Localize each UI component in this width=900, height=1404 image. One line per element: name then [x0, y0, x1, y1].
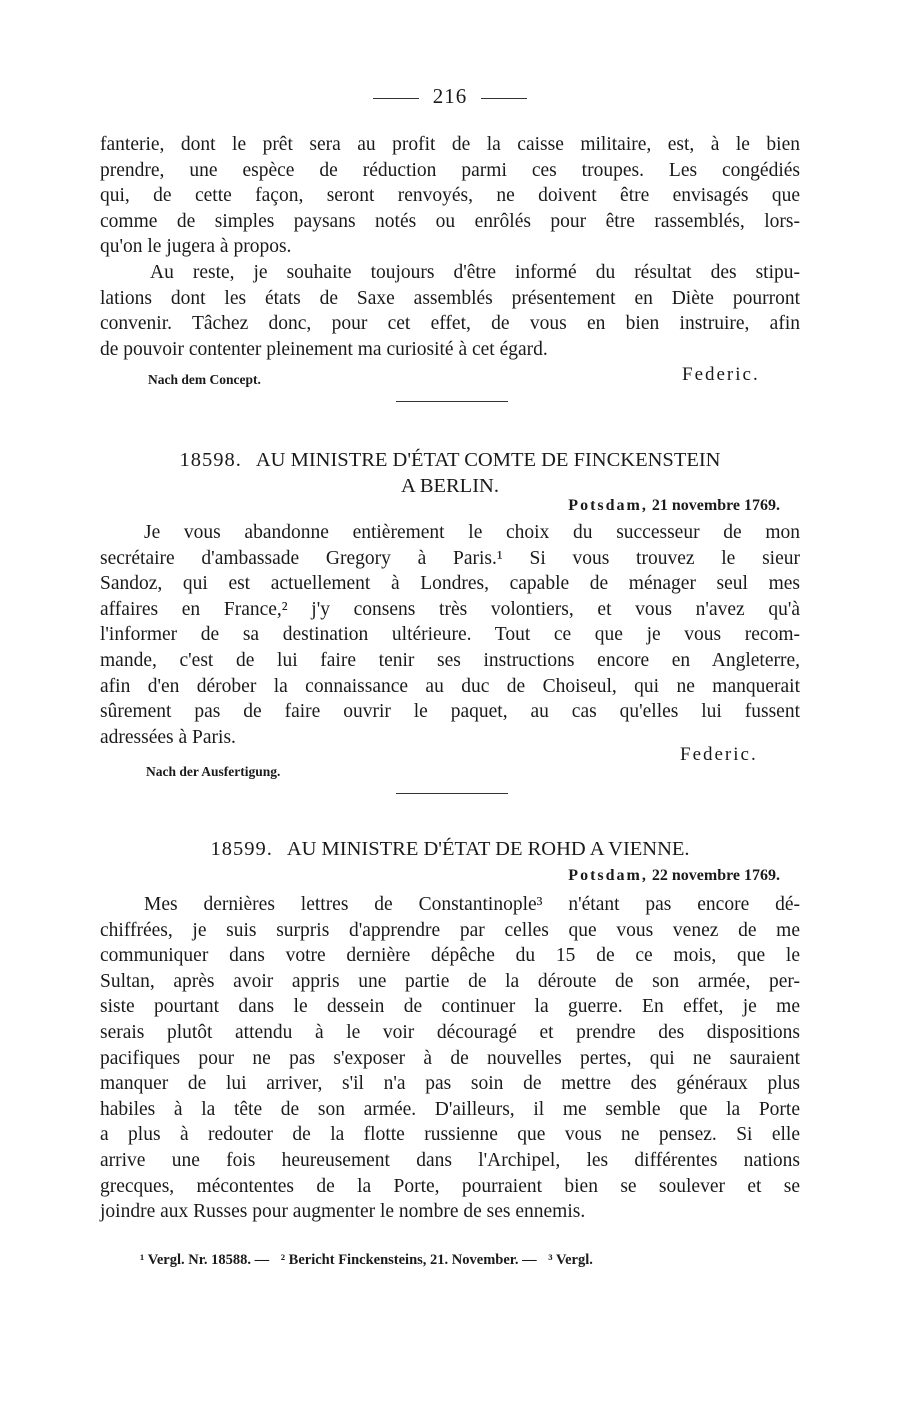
footnotes: [140, 1252, 800, 1269]
paragraph-1: [100, 132, 800, 260]
page-header: [100, 84, 800, 109]
letter-body-18598: [100, 520, 800, 750]
text-line: affaires en France,² j'y consens très volontiers, et vous n'avez qu'à: [100, 598, 800, 620]
text-line: Sultan, après avoir appris une partie de la déroute de son armée, per-: [100, 970, 800, 992]
paragraph-2: [100, 260, 800, 362]
text-line: manquer de lui arriver, s'il n'a pas soin de mettre des généraux plus: [100, 1073, 800, 1095]
text-line: joindre aux Russes pour augmenter le nombre de ses ennemis.: [100, 1201, 586, 1223]
dateline-date: 21 novembre 1769.: [651, 497, 780, 514]
source-note-1: Nach dem Concept.: [148, 372, 261, 387]
text-line: pacifiques pour ne pas s'exposer à de nouvelles pertes, qui ne sauraient: [100, 1047, 800, 1069]
text-line: lations dont les états de Saxe assemblés présentement en Diète pourront: [100, 287, 800, 309]
page-number: 216: [432, 84, 468, 108]
dateline-place: Potsdam,: [568, 497, 648, 514]
dateline-2: [568, 867, 780, 885]
source-note-2: Nach der Ausfertigung.: [146, 764, 281, 779]
text-line: communiquer dans votre dernière dépêche du 15 de ce mois, que le: [100, 945, 800, 967]
text-line: Mes dernières lettres de Constantinople³ n'étant pas encore dé-: [144, 894, 800, 915]
text-line: siste pourtant dans le dessein de continuer la guerre. En effet, je me: [100, 996, 800, 1018]
footnote-2: ² Bericht Finckensteins, 21. November. —: [280, 1252, 537, 1268]
text-line: qu'on le jugera à propos.: [100, 236, 292, 258]
text-line: serais plutôt attendu à le voir découragé et prendre des dispositions: [100, 1021, 800, 1043]
text-line: grecques, mécontentes de la Porte, pourraient bien se soulever et se: [100, 1175, 800, 1197]
letter-number: 18598.: [179, 449, 242, 471]
text-line: fanterie, dont le prêt sera au profit de la caisse militaire, est, à le bien: [100, 134, 800, 155]
text-line: qui, de cette façon, seront renvoyés, ne doivent être envisagés que: [100, 185, 800, 207]
letter-heading-18599: [100, 836, 800, 862]
header-dash-right: [481, 98, 527, 99]
dateline-1: [568, 497, 780, 515]
text-line: convenir. Tâchez donc, pour cet effet, de vous en bien instruire, afin: [100, 313, 800, 335]
letter-title: AU MINISTRE D'ÉTAT COMTE DE FINCKENSTEIN: [255, 449, 721, 471]
letter-title: AU MINISTRE D'ÉTAT DE ROHD A VIENNE.: [286, 838, 690, 860]
text-line: habiles à la tête de son armée. D'ailleurs, il me semble que la Porte: [100, 1098, 800, 1120]
text-line: sûrement pas de faire ouvrir le paquet, au cas qu'elles lui fussent: [100, 701, 800, 723]
letter-title-line2: A BERLIN.: [401, 475, 499, 497]
letter-heading-18598: [100, 447, 800, 499]
text-line: comme de simples paysans notés ou enrôlés pour être rassemblés, lors-: [100, 210, 800, 232]
text-line: Sandoz, qui est actuellement à Londres, capable de ménager seul mes: [100, 573, 800, 595]
text-line: Au reste, je souhaite toujours d'être informé du résultat des stipu-: [150, 262, 800, 283]
signature-1: Federic.: [682, 364, 760, 385]
letter-body-18599: [100, 892, 800, 1225]
footnote-1: ¹ Vergl. Nr. 18588. —: [140, 1252, 270, 1268]
text-line: mande, c'est de lui faire tenir ses instructions encore en Angleterre,: [100, 649, 800, 671]
text-line: prendre, une espèce de réduction parmi ces troupes. Les congédiés: [100, 159, 800, 181]
text-line: l'informer de sa destination ultérieure. Tout ce que je vous recom-: [100, 624, 800, 646]
text-line: Je vous abandonne entièrement le choix du successeur de mon: [144, 522, 800, 543]
text-line: chiffrées, je suis surpris d'apprendre par celles que vous venez de me: [100, 919, 800, 941]
text-line: a plus à redouter de la flotte russienne que vous ne pensez. Si elle: [100, 1124, 800, 1146]
text-line: adressées à Paris.: [100, 726, 236, 748]
text-line: afin d'en dérober la connaissance au duc de Choiseul, qui ne manquerait: [100, 675, 800, 697]
text-line: arrive une fois heureusement dans l'Archipel, les différentes nations: [100, 1149, 800, 1171]
footnote-3: ³ Vergl.: [548, 1252, 593, 1268]
header-dash-left: [373, 98, 419, 99]
dateline-date: 22 novembre 1769.: [651, 867, 780, 884]
letter-number: 18599.: [210, 838, 273, 860]
dateline-place: Potsdam,: [568, 867, 648, 884]
section-divider: [396, 401, 508, 402]
section-divider: [396, 793, 508, 794]
signature-2: Federic.: [680, 744, 758, 765]
text-line: de pouvoir contenter pleinement ma curiosité à cet égard.: [100, 338, 548, 360]
text-line: secrétaire d'ambassade Gregory à Paris.¹ Si vous trouvez le sieur: [100, 547, 800, 569]
